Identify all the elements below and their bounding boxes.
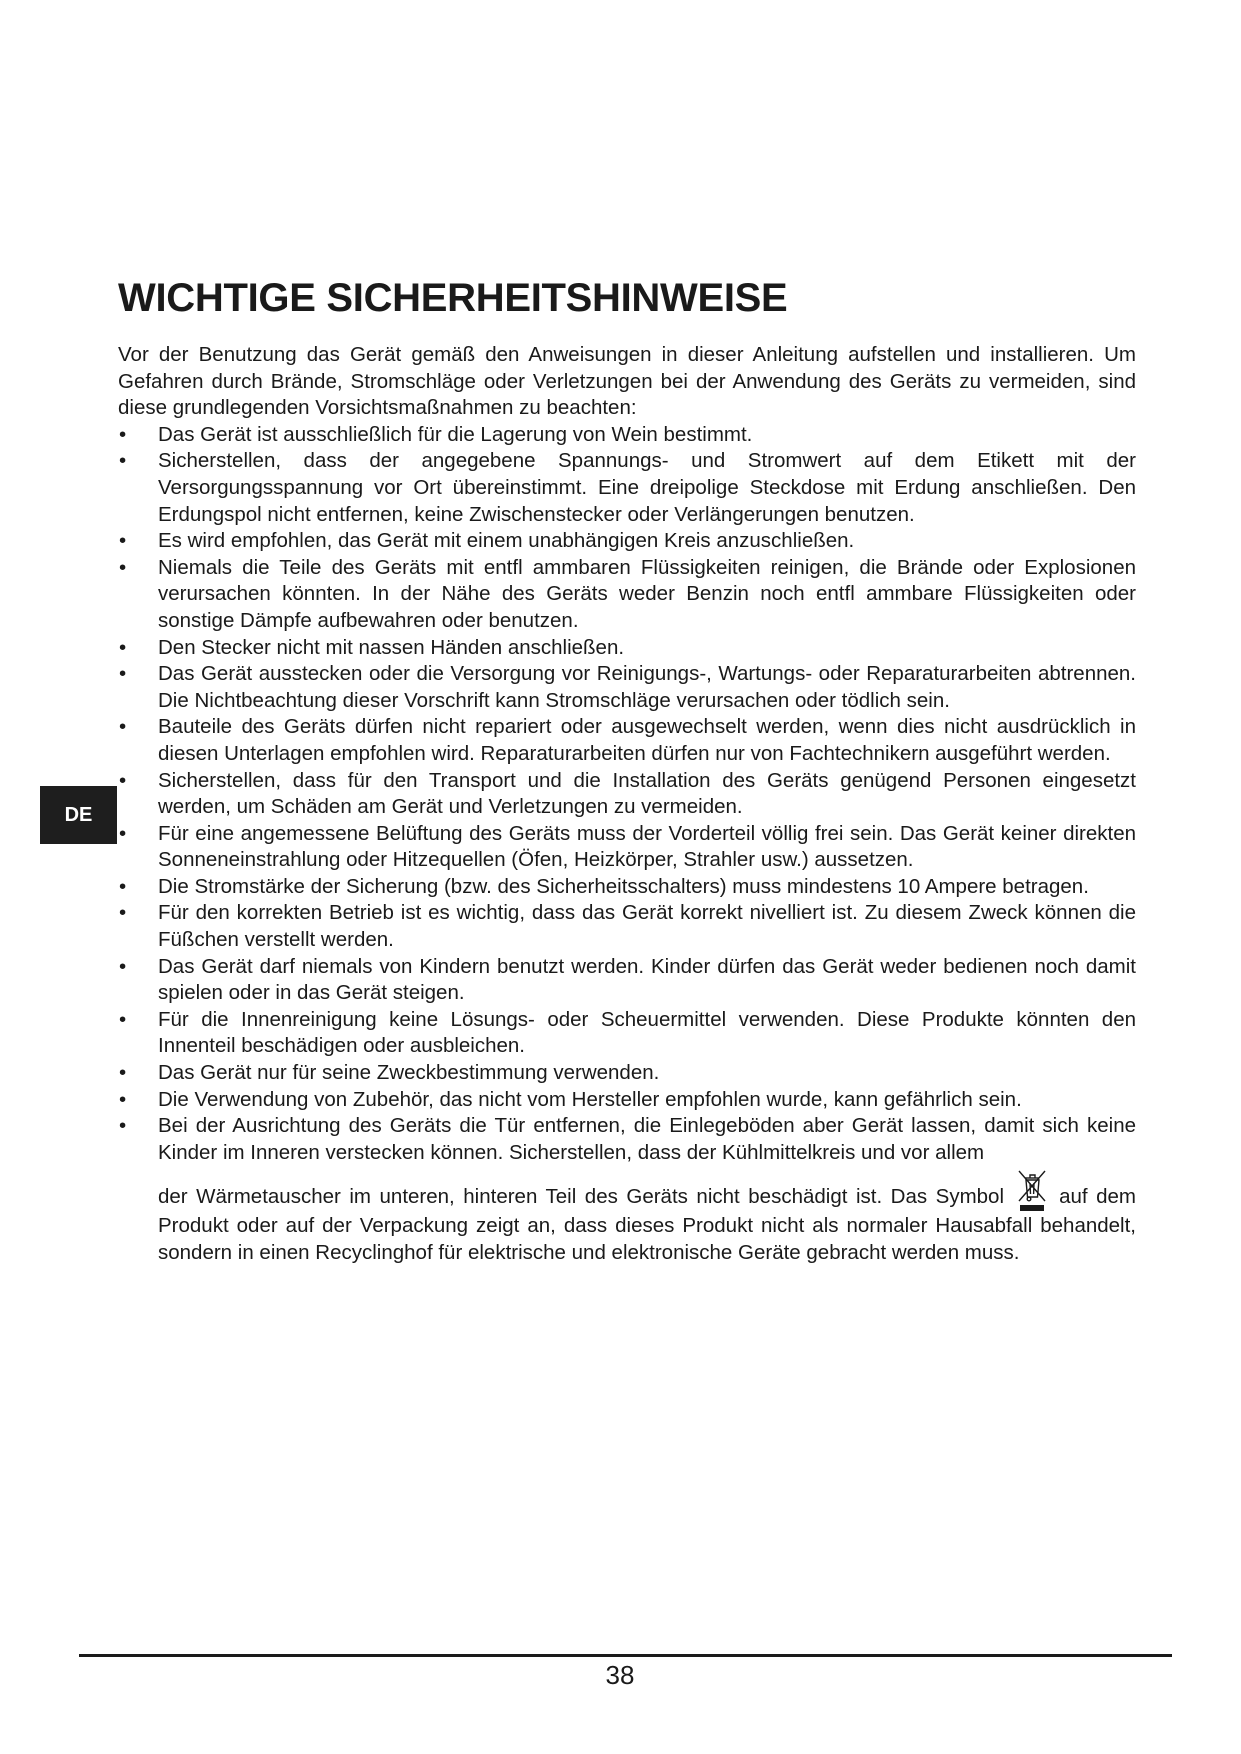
list-item: • Für eine angemessene Belüftung des Geräts muss der Vorderteil völlig frei sein. Das Gerät keiner direkten Sonneneinstrahlung oder Hitzequellen (Öfen, Heizkörper, Strahler usw.) aussetzen. xyxy=(118,821,1136,874)
crossed-out-wheelie-bin-icon xyxy=(1015,1169,1049,1213)
list-item: • Es wird empfohlen, das Gerät mit einem unabhängigen Kreis anzuschließen. xyxy=(118,528,1136,555)
list-item: • Den Stecker nicht mit nassen Händen anschließen. xyxy=(118,635,1136,662)
line-gap xyxy=(158,1166,1136,1184)
intro-paragraph: Vor der Benutzung das Gerät gemäß den Anweisungen in dieser Anleitung aufstellen und installieren. Um Gefahren durch Brände, Stromschläge oder Verletzungen bei der Anwendung des Geräts zu vermeiden, sind diese grundlegenden Vorsichtsmaßnahmen zu beachten: xyxy=(118,343,1136,420)
list-item: • Bauteile des Geräts dürfen nicht repariert oder ausgewechselt werden, wenn dies nicht ausdrücklich in diesen Unterlagen empfohlen wird. Reparaturarbeiten dürfen nur von Fachtechnikern ausgeführt werden. xyxy=(118,714,1136,767)
recycling-text-part3: auf dem Produkt oder auf der Verpackung zeigt an, dass dieses Produkt nicht als normaler Hausabfall behandelt, sondern in einen Recyclinghof für elektrische und elektronische Geräte gebracht werden muss. xyxy=(158,1185,1136,1264)
safety-list xyxy=(118,422,1136,1267)
list-item: • Niemals die Teile des Geräts mit entfl ammbaren Flüssigkeiten reinigen, die Brände oder Explosionen verursachen könnten. In der Nähe des Geräts weder Benzin noch entfl ammbare Flüssigkeiten oder sonstige Dämpfe aufbewahren oder benutzen. xyxy=(118,555,1136,635)
list-item: • Das Gerät nur für seine Zweckbestimmung verwenden. xyxy=(118,1060,1136,1087)
list-item: • Die Stromstärke der Sicherung (bzw. des Sicherheitsschalters) muss mindestens 10 Ampere betragen. xyxy=(118,874,1136,901)
list-item: • Die Verwendung von Zubehör, das nicht vom Hersteller empfohlen wurde, kann gefährlich sein. xyxy=(118,1087,1136,1114)
list-item: • Sicherstellen, dass für den Transport und die Installation des Geräts genügend Personen eingesetzt werden, um Schäden am Gerät und Verletzungen zu vermeiden. xyxy=(118,768,1136,821)
page-title: WICHTIGE SICHERHEITSHINWEISE xyxy=(118,276,788,320)
language-tab: DE xyxy=(40,786,117,844)
list-item: • Für den korrekten Betrieb ist es wichtig, dass das Gerät korrekt nivelliert ist. Zu diesem Zweck können die Füßchen verstellt werden. xyxy=(118,900,1136,953)
list-item: • Das Gerät ausstecken oder die Versorgung vor Reinigungs-, Wartungs- oder Reparaturarbeiten abtrennen. Die Nichtbeachtung dieser Vorschrift kann Stromschläge verursachen oder tödlich sein. xyxy=(118,661,1136,714)
list-item: • Das Gerät ist ausschließlich für die Lagerung von Wein bestimmt. xyxy=(118,422,1136,449)
document-body xyxy=(118,342,1136,1267)
list-item: • Sicherstellen, dass der angegebene Spannungs- und Stromwert auf dem Etikett mit der Versorgungsspannung vor Ort übereinstimmt. Eine dreipolige Steckdose mit Erdung anschließen. Den Erdungspol nicht entfernen, keine Zwischenstecker oder Verlängerungen benutzen. xyxy=(118,448,1136,528)
footer-divider xyxy=(79,1654,1172,1657)
list-item: • Für die Innenreinigung keine Lösungs- oder Scheuermittel verwenden. Diese Produkte könnten den Innenteil beschädigen oder ausbleichen. xyxy=(118,1007,1136,1060)
list-item: • Das Gerät darf niemals von Kindern benutzt werden. Kinder dürfen das Gerät weder bedienen noch damit spielen oder in das Gerät steigen. xyxy=(118,954,1136,1007)
page-number: 38 xyxy=(605,1660,635,1690)
recycling-text-part2: der Wärmetauscher im unteren, hinteren Teil des Geräts nicht beschädigt ist. Das Symbol xyxy=(158,1185,1005,1209)
recycling-text-part1: Bei der Ausrichtung des Geräts die Tür entfernen, die Einlegeböden aber Gerät lassen, damit sich keine Kinder im Inneren verstecken können. Sicherstellen, dass der Kühlmittelkreis und vor allem xyxy=(158,1114,1136,1164)
list-item-recycling xyxy=(118,1113,1136,1266)
